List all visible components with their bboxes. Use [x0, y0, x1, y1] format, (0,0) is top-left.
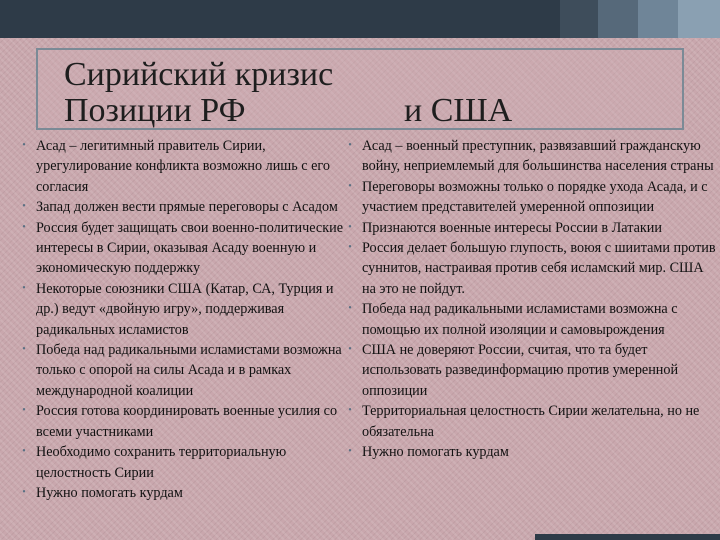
list-item-text: Нужно помогать курдам	[362, 444, 509, 461]
bullet-icon: •	[22, 282, 26, 294]
russia-position-item	[16, 136, 344, 197]
list-item-text: Асад – военный преступник, развязавший гражданскую войну, неприемлемый для большинства населения страны	[362, 138, 714, 175]
top-bar-stripe	[560, 0, 598, 38]
russia-position-item	[16, 442, 344, 483]
bullet-icon: •	[348, 344, 352, 356]
bullet-icon: •	[22, 344, 26, 356]
slide-title-box	[36, 48, 684, 130]
slide-title-usa: и США	[404, 92, 513, 129]
slide-title-line-1: Сирийский кризис	[64, 56, 334, 93]
bullet-icon: •	[348, 446, 352, 458]
bullet-icon: •	[22, 486, 26, 498]
russia-position-item	[16, 197, 344, 217]
bullet-icon: •	[348, 140, 352, 151]
usa-position-item	[342, 238, 716, 299]
list-item-text: Некоторые союзники США (Катар, СА, Турция и др.) ведут «двойную игру», поддерживая радикальных исламистов	[36, 280, 334, 338]
list-item-text: Территориальная целостность Сирии желательна, но не обязательна	[362, 403, 700, 440]
top-bar-stripe	[678, 0, 720, 38]
bullet-icon: •	[22, 140, 26, 151]
bottom-decorative-bar	[535, 534, 720, 540]
top-decorative-bar	[0, 0, 720, 38]
list-item-text: Признаются военные интересы России в Латакии	[362, 219, 662, 236]
bullet-icon: •	[348, 180, 352, 192]
russia-positions-list	[16, 136, 344, 503]
bullet-icon: •	[22, 201, 26, 213]
russia-position-item	[16, 340, 344, 401]
usa-position-item	[342, 299, 716, 340]
russia-position-item	[16, 218, 344, 279]
slide-title-rf: Позиции РФ	[64, 92, 246, 129]
russia-position-item	[16, 483, 344, 503]
bullet-icon: •	[22, 405, 26, 417]
usa-position-item	[342, 442, 716, 462]
bullet-icon: •	[22, 221, 26, 233]
bullet-icon: •	[22, 446, 26, 458]
list-item-text: Победа над радикальными исламистами возможна с помощью их полной изоляции и самовырождения	[362, 301, 678, 338]
list-item-text: Нужно помогать курдам	[36, 484, 183, 501]
top-bar-stripe	[638, 0, 678, 38]
list-item-text: Победа над радикальными исламистами возможна только с опорой на силы Асада и в рамках международной коалиции	[36, 342, 342, 399]
bullet-icon: •	[348, 221, 352, 233]
bullet-icon: •	[348, 405, 352, 417]
usa-position-item	[342, 218, 716, 238]
usa-position-item	[342, 136, 716, 177]
list-item-text: США не доверяют России, считая, что та будет использовать развединформацию против умеренной оппозиции	[362, 342, 679, 399]
russia-position-item	[16, 401, 344, 442]
list-item-text: Россия будет защищать свои военно-политические интересы в Сирии, оказывая Асаду военную и экономическую поддержку	[36, 219, 344, 277]
usa-position-item	[342, 401, 716, 442]
russia-position-item	[16, 279, 344, 340]
list-item-text: Асад – легитимный правитель Сирии, урегулирование конфликта возможно лишь с его согласия	[36, 138, 330, 195]
list-item-text: Россия делает большую глупость, воюя с шиитами против суннитов, настраивая против себя исламский мир. США на это не пойдут.	[362, 240, 716, 297]
usa-position-item	[342, 340, 716, 401]
list-item-text: Россия готова координировать военные усилия со всеми участниками	[36, 403, 338, 440]
bullet-icon: •	[348, 303, 352, 315]
list-item-text: Переговоры возможны только о порядке ухода Асада, и с участием представителей умеренной оппозиции	[362, 178, 708, 216]
top-bar-stripe	[598, 0, 638, 38]
bullet-icon: •	[348, 242, 352, 254]
list-item-text: Необходимо сохранить территориальную целостность Сирии	[36, 444, 287, 481]
usa-positions-list	[342, 136, 716, 463]
list-item-text: Запад должен вести прямые переговоры с Асадом	[36, 199, 338, 216]
usa-position-item	[342, 177, 716, 218]
